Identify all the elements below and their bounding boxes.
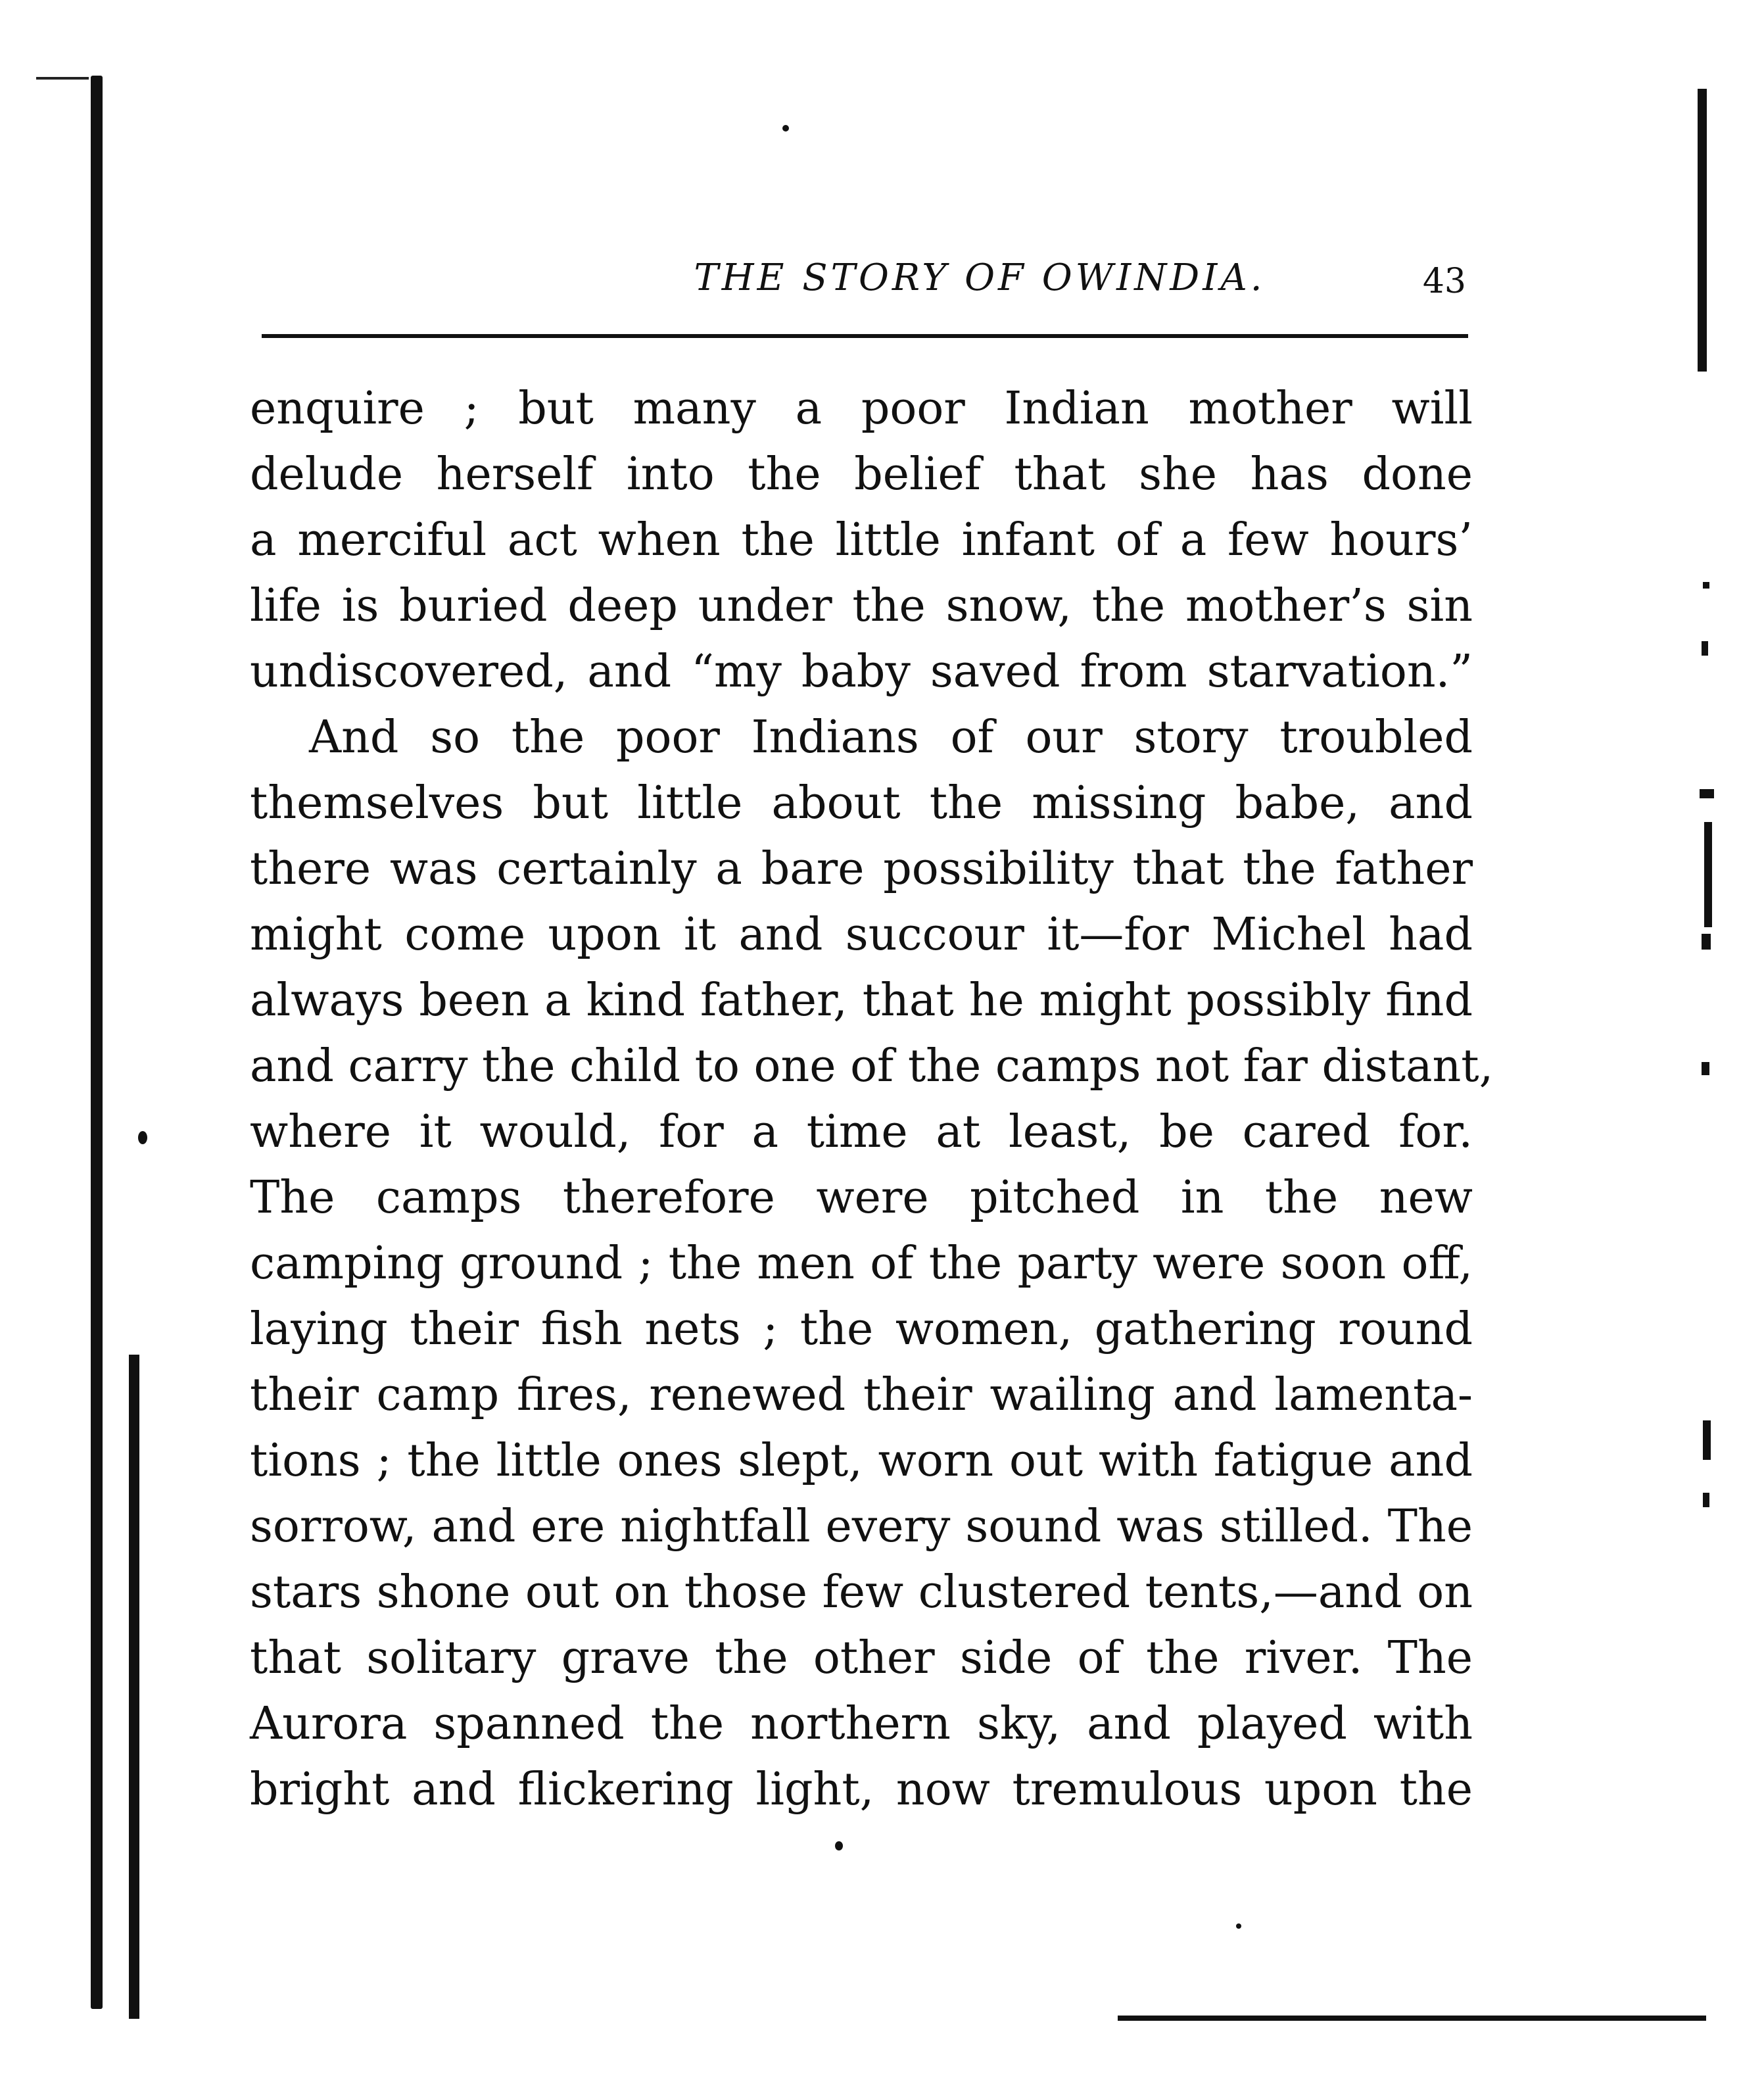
text-line: Aurora spanned the northern sky, and played with xyxy=(250,1698,1473,1750)
scan-edge-mark xyxy=(36,77,89,80)
scan-speck xyxy=(1702,934,1711,950)
scan-bottom-edge xyxy=(1118,2016,1706,2021)
text-line: might come upon it and succour it—for Michel had xyxy=(250,909,1473,961)
text-line: that solitary grave the other side of the river. The xyxy=(250,1632,1473,1684)
page-number: 43 xyxy=(1422,262,1466,301)
scan-speck xyxy=(1236,1923,1241,1929)
scan-speck xyxy=(1703,1420,1711,1460)
body-text xyxy=(250,376,1494,1823)
text-line: camping ground ; the men of the party were soon off, xyxy=(250,1238,1473,1290)
scan-speck xyxy=(1702,641,1708,656)
text-line: there was certainly a bare possibility that the father xyxy=(250,843,1473,895)
text-line: themselves but little about the missing babe, and xyxy=(250,777,1473,829)
text-line: where it would, for a time at least, be cared for. xyxy=(250,1106,1473,1158)
text-line: life is buried deep under the snow, the mother’s sin xyxy=(250,580,1473,632)
header-rule xyxy=(262,334,1468,338)
text-line: bright and flickering light, now tremulous upon the xyxy=(250,1764,1473,1816)
running-title: THE STORY OF OWINDIA. xyxy=(694,256,1266,299)
text-line: a merciful act when the little infant of a few hours’ xyxy=(250,514,1473,566)
text-line: their camp fires, renewed their wailing and lamenta- xyxy=(250,1369,1473,1421)
scan-gutter-shadow xyxy=(91,76,103,2009)
scan-speck xyxy=(138,1131,147,1144)
scan-speck xyxy=(1704,822,1712,927)
scan-speck xyxy=(782,125,789,132)
text-line: and carry the child to one of the camps not far distant, xyxy=(250,1040,1494,1092)
scan-speck xyxy=(1703,582,1709,589)
text-line: sorrow, and ere nightfall every sound was stilled. The xyxy=(250,1501,1473,1553)
text-line: delude herself into the belief that she has done xyxy=(250,448,1473,500)
text-line: always been a kind father, that he might possibly find xyxy=(250,975,1473,1027)
text-line: undiscovered, and “my baby saved from starvation.” xyxy=(250,646,1473,698)
text-line: The camps therefore were pitched in the new xyxy=(250,1172,1473,1224)
scan-speck xyxy=(1700,789,1714,798)
scan-edge-shadow xyxy=(1698,89,1707,372)
scan-speck xyxy=(1703,1493,1709,1507)
text-line: stars shone out on those few clustered tents,—and on xyxy=(250,1566,1473,1618)
text-line: tions ; the little ones slept, worn out with fatigue and xyxy=(250,1435,1473,1487)
text-line: And so the poor Indians of our story troubled xyxy=(309,712,1473,763)
text-line: laying their fish nets ; the women, gathering round xyxy=(250,1303,1473,1355)
scan-speck xyxy=(1702,1062,1709,1075)
scan-gutter-shadow-lower xyxy=(129,1355,139,2019)
text-line: enquire ; but many a poor Indian mother will xyxy=(250,383,1473,435)
running-header xyxy=(263,256,1466,309)
scan-speck xyxy=(835,1841,843,1850)
